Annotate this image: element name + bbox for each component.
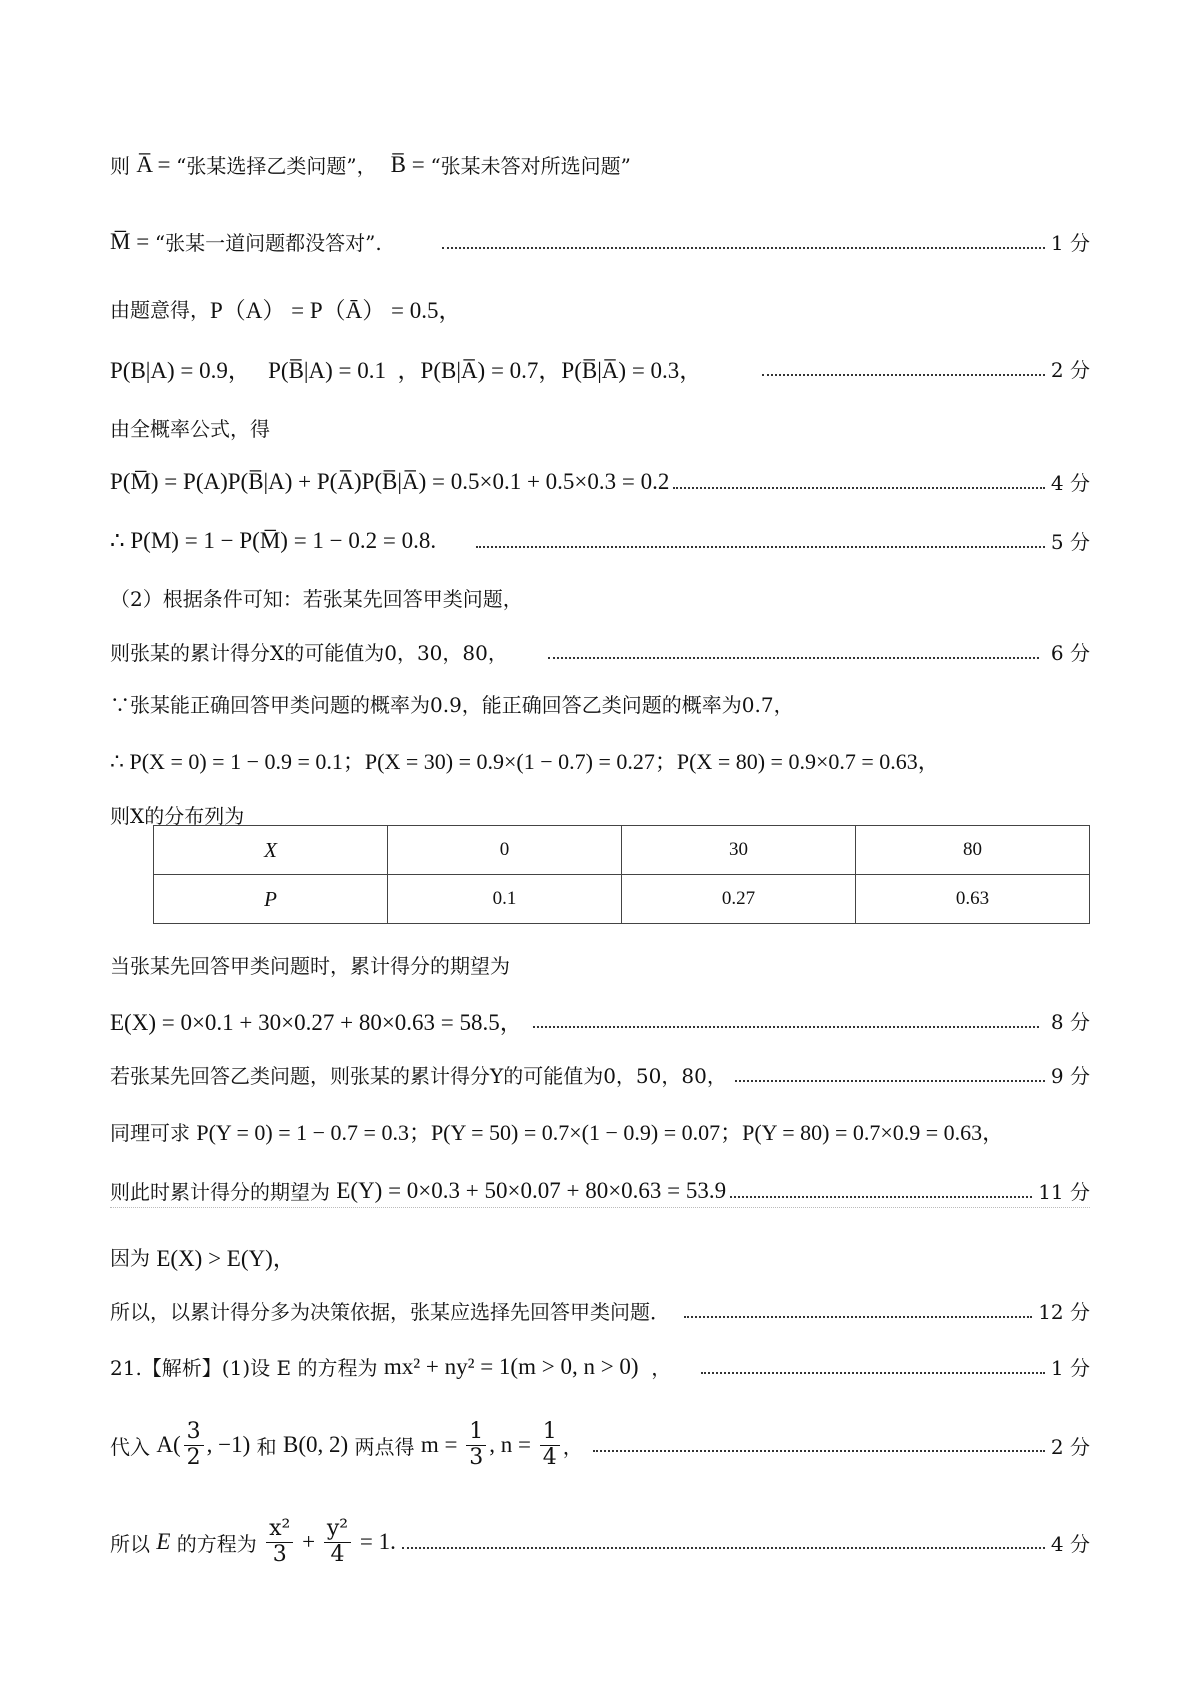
- math: A(: [156, 1432, 181, 1457]
- text: 当张某先回答甲类问题时，累计得分的期望为: [110, 954, 510, 978]
- math: P(B|A) = 0.9， P(B̅|A) = 0.1 ，P(B|A̅) = 0.7，P(B̅|A̅) = 0.3，: [110, 358, 703, 383]
- score-label: 4 分: [1050, 1531, 1090, 1556]
- line-probabilities: [110, 689, 1090, 718]
- leader-dots: [673, 487, 1045, 489]
- table-cell: P: [154, 875, 388, 924]
- score-label: 5 分: [1050, 530, 1090, 554]
- math: , −1): [206, 1432, 251, 1457]
- math: E(X) > E(Y)，: [156, 1246, 296, 1271]
- text: ，: [638, 1356, 672, 1380]
- score-label: 1 分: [1050, 231, 1090, 255]
- leader-dots: [476, 546, 1045, 548]
- table-cell: 0: [388, 826, 622, 875]
- leader-dots: [701, 1372, 1045, 1374]
- table-cell: 80: [856, 826, 1090, 875]
- fraction: $\frac{1}{4}$: [540, 1420, 560, 1469]
- text: 由题意得，: [110, 298, 210, 322]
- line-part-2: [110, 583, 1090, 612]
- math: = 1.: [354, 1529, 396, 1554]
- math: P(Y = 0) = 1 − 0.7 = 0.3；P(Y = 50) = 0.7×(1 − 0.9) = 0.07；P(Y = 80) = 0.7×0.9 = 0.63，: [196, 1120, 1005, 1145]
- leader-dots: [402, 1547, 1045, 1549]
- line-ex-intro: [110, 950, 1090, 979]
- line-q21-equation: [110, 1507, 1090, 1577]
- math: P(M̅) = P(A)P(B̅|A) + P(A̅)P(B̅|A̅) = 0.5×0.1 + 0.5×0.3 = 0.2: [110, 468, 670, 494]
- math: , n =: [489, 1432, 537, 1457]
- math: mx² + ny² = 1(m > 0, n > 0): [383, 1353, 639, 1379]
- score-label: 8 分: [1044, 1010, 1090, 1034]
- math: B(0, 2): [283, 1432, 349, 1457]
- math: E(X) = 0×0.1 + 30×0.27 + 80×0.63 = 58.5，: [110, 1010, 523, 1035]
- fraction: $\frac{3}{2}$: [184, 1420, 204, 1469]
- text: ∵张某能正确回答甲类问题的概率为0.9，能正确回答乙类问题的概率为0.7，: [110, 693, 794, 717]
- math: P（A） = P（Ā） = 0.5，: [210, 298, 462, 323]
- text: “张某未答对所选问题”: [430, 154, 631, 178]
- fraction: $\frac{\text{y²}}{4}$: [324, 1517, 351, 1566]
- text: 因为: [110, 1246, 157, 1270]
- score-label: 6 分: [1044, 641, 1090, 665]
- line-def-a-b: [110, 150, 1090, 179]
- table-cell: 0.63: [856, 875, 1090, 924]
- math: B̅ =: [390, 151, 431, 177]
- table-row: [154, 875, 1090, 924]
- table-cell: 0.1: [388, 875, 622, 924]
- line-given: [110, 292, 1090, 325]
- score-label: 2 分: [1050, 358, 1090, 382]
- text: ，: [562, 1434, 583, 1459]
- text: 则此时累计得分的期望为: [110, 1180, 337, 1204]
- line-conditional-probs: [110, 352, 1090, 385]
- fraction: $\frac{1}{3}$: [466, 1420, 486, 1469]
- leader-dots: [735, 1080, 1045, 1082]
- line-conclusion: [110, 1296, 1090, 1325]
- line-y-dist-calc: [110, 1116, 1090, 1147]
- math: M̅ =: [110, 228, 155, 254]
- text: （2）根据条件可知：若张某先回答甲类问题，: [110, 587, 523, 611]
- math: +: [296, 1529, 321, 1554]
- leader-dots: [533, 1026, 1039, 1028]
- text: 则: [110, 154, 137, 178]
- leader-dots: [548, 657, 1039, 659]
- math: E(Y) = 0×0.3 + 50×0.07 + 80×0.63 = 53.9: [336, 1177, 727, 1203]
- math: ∴ P(X = 0) = 1 − 0.9 = 0.1；P(X = 30) = 0.9×(1 − 0.7) = 0.27；P(X = 80) = 0.9×0.7 = 0.63，: [110, 749, 940, 774]
- leader-dots: [684, 1316, 1032, 1318]
- fraction: $\frac{\text{x²}}{3}$: [266, 1517, 293, 1566]
- text: 所以，以累计得分多为决策依据，张某应选择先回答甲类问题．: [110, 1300, 670, 1324]
- text: 同理可求: [110, 1121, 197, 1145]
- text: 则张某的累计得分X的可能值为0，30，80，: [110, 641, 508, 665]
- text: 则X的分布列为: [110, 804, 245, 828]
- score-label: 11 分: [1038, 1180, 1090, 1204]
- line-ey: [110, 1176, 1090, 1205]
- line-x-dist-calc: [110, 745, 1090, 776]
- text: 代入: [110, 1434, 157, 1459]
- text: 所以: [110, 1531, 157, 1556]
- leader-dots: [730, 1196, 1032, 1198]
- text: 若张某先回答乙类问题，则张某的累计得分Y的可能值为0，50，80，: [110, 1064, 727, 1088]
- score-label: 9 分: [1050, 1064, 1090, 1088]
- text: 21.【解析】(1)设 E 的方程为: [110, 1356, 384, 1380]
- line-def-m: [110, 227, 1090, 256]
- score-label: 2 分: [1050, 1434, 1090, 1459]
- line-q21-setup: [110, 1352, 1090, 1381]
- score-label: 4 分: [1050, 471, 1090, 495]
- text: 和: [250, 1434, 283, 1459]
- table-cell: 30: [622, 826, 856, 875]
- score-label: 12 分: [1038, 1300, 1090, 1324]
- math: E: [156, 1529, 171, 1554]
- leader-dots: [762, 374, 1045, 376]
- text: “张某一道问题都没答对”.: [154, 231, 382, 255]
- math: ∴ P(M) = 1 − P(M̅) = 1 − 0.2 = 0.8.: [110, 527, 437, 553]
- text: “张某选择乙类问题”，: [176, 154, 377, 178]
- text: 由全概率公式，得: [110, 417, 270, 441]
- line-total-prob: [110, 467, 1090, 496]
- leader-dots: [593, 1450, 1045, 1452]
- line-p-m: [110, 526, 1090, 555]
- text: 两点得: [348, 1434, 421, 1459]
- line-ex: [110, 1004, 1090, 1037]
- line-q21-substitute: [110, 1410, 1090, 1480]
- table-cell: 0.27: [622, 875, 856, 924]
- distribution-table: [153, 825, 1090, 924]
- line-compare: [110, 1240, 1090, 1273]
- table-cell: X: [154, 826, 388, 875]
- math: A̅ =: [136, 151, 177, 177]
- score-label: 1 分: [1050, 1356, 1090, 1380]
- math: m =: [420, 1432, 464, 1457]
- line-x-values: [110, 637, 1090, 666]
- table-row: [154, 826, 1090, 875]
- text: 的方程为: [170, 1531, 264, 1556]
- separator: [110, 1207, 1090, 1208]
- leader-dots: [442, 247, 1045, 249]
- line-total-prob-intro: [110, 413, 1090, 442]
- line-y-values: [110, 1060, 1090, 1089]
